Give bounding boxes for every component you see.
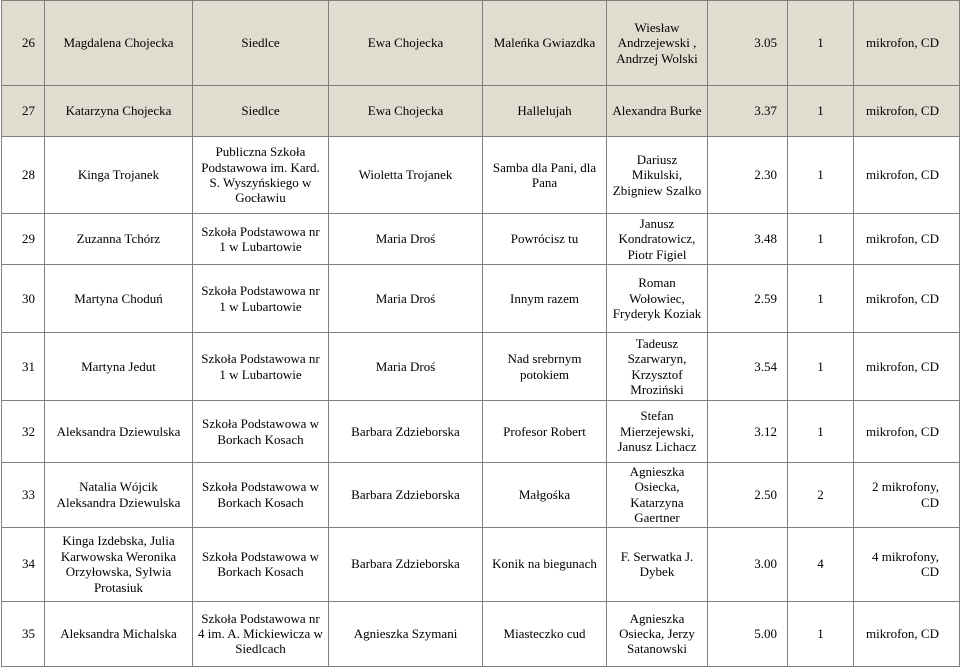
song-title: Innym razem <box>483 265 607 333</box>
song-authors: Roman Wołowiec, Fryderyk Koziak <box>607 265 708 333</box>
school-name: Szkoła Podstawowa w Borkach Kosach <box>193 463 329 528</box>
mic-count: 1 <box>788 333 854 401</box>
table-row <box>2 601 960 666</box>
song-authors: Tadeusz Szarwaryn, Krzysztof Mroziński <box>607 333 708 401</box>
song-authors: Janusz Kondratowicz, Piotr Figiel <box>607 214 708 265</box>
song-title: Powrócisz tu <box>483 214 607 265</box>
mic-count: 2 <box>788 463 854 528</box>
song-title: Miasteczko cud <box>483 601 607 666</box>
song-duration: 3.54 <box>708 333 788 401</box>
song-duration: 3.05 <box>708 1 788 86</box>
song-title: Hallelujah <box>483 86 607 137</box>
school-name: Szkoła Podstawowa nr 1 w Lubartowie <box>193 333 329 401</box>
school-name: Siedlce <box>193 86 329 137</box>
table-row <box>2 527 960 601</box>
mic-count: 1 <box>788 137 854 214</box>
song-authors: F. Serwatka J. Dybek <box>607 527 708 601</box>
row-number: 34 <box>2 527 45 601</box>
performer-name: Magdalena Chojecka <box>45 1 193 86</box>
table-row <box>2 333 960 401</box>
equipment: 2 mikrofony, CD <box>854 463 960 528</box>
song-duration: 3.48 <box>708 214 788 265</box>
teacher-name: Agnieszka Szymani <box>329 601 483 666</box>
song-authors: Dariusz Mikulski, Zbigniew Szalko <box>607 137 708 214</box>
equipment: mikrofon, CD <box>854 1 960 86</box>
table-row <box>2 1 960 86</box>
teacher-name: Ewa Chojecka <box>329 1 483 86</box>
equipment: mikrofon, CD <box>854 333 960 401</box>
song-duration: 3.37 <box>708 86 788 137</box>
teacher-name: Maria Droś <box>329 333 483 401</box>
mic-count: 1 <box>788 265 854 333</box>
mic-count: 1 <box>788 86 854 137</box>
performer-name: Katarzyna Chojecka <box>45 86 193 137</box>
table-row <box>2 463 960 528</box>
mic-count: 4 <box>788 527 854 601</box>
song-title: Maleńka Gwiazdka <box>483 1 607 86</box>
row-number: 31 <box>2 333 45 401</box>
song-authors: Wiesław Andrzejewski , Andrzej Wolski <box>607 1 708 86</box>
performer-name: Natalia Wójcik Aleksandra Dziewulska <box>45 463 193 528</box>
equipment: mikrofon, CD <box>854 601 960 666</box>
song-title: Nad srebrnym potokiem <box>483 333 607 401</box>
performers-table <box>1 0 960 667</box>
equipment: mikrofon, CD <box>854 401 960 463</box>
performer-name: Martyna Choduń <box>45 265 193 333</box>
song-duration: 5.00 <box>708 601 788 666</box>
row-number: 26 <box>2 1 45 86</box>
equipment: mikrofon, CD <box>854 137 960 214</box>
table-row <box>2 86 960 137</box>
school-name: Siedlce <box>193 1 329 86</box>
song-duration: 3.00 <box>708 527 788 601</box>
song-duration: 2.30 <box>708 137 788 214</box>
school-name: Publiczna Szkoła Podstawowa im. Kard. S. Wyszyńskiego w Gocławiu <box>193 137 329 214</box>
row-number: 30 <box>2 265 45 333</box>
mic-count: 1 <box>788 401 854 463</box>
song-authors: Stefan Mierzejewski, Janusz Lichacz <box>607 401 708 463</box>
song-authors: Agnieszka Osiecka, Katarzyna Gaertner <box>607 463 708 528</box>
table-row <box>2 401 960 463</box>
performer-name: Martyna Jedut <box>45 333 193 401</box>
performer-name: Kinga Trojanek <box>45 137 193 214</box>
teacher-name: Wioletta Trojanek <box>329 137 483 214</box>
school-name: Szkoła Podstawowa nr 4 im. A. Mickiewicza w Siedlcach <box>193 601 329 666</box>
school-name: Szkoła Podstawowa w Borkach Kosach <box>193 401 329 463</box>
song-title: Konik na biegunach <box>483 527 607 601</box>
teacher-name: Barbara Zdzieborska <box>329 401 483 463</box>
mic-count: 1 <box>788 1 854 86</box>
row-number: 27 <box>2 86 45 137</box>
song-duration: 3.12 <box>708 401 788 463</box>
equipment: 4 mikrofony, CD <box>854 527 960 601</box>
song-duration: 2.50 <box>708 463 788 528</box>
performer-name: Aleksandra Michalska <box>45 601 193 666</box>
performer-name: Kinga Izdebska, Julia Karwowska Weronika Orzyłowska, Sylwia Protasiuk <box>45 527 193 601</box>
song-authors: Agnieszka Osiecka, Jerzy Satanowski <box>607 601 708 666</box>
teacher-name: Ewa Chojecka <box>329 86 483 137</box>
performer-name: Zuzanna Tchórz <box>45 214 193 265</box>
mic-count: 1 <box>788 601 854 666</box>
table-row <box>2 214 960 265</box>
teacher-name: Barbara Zdzieborska <box>329 463 483 528</box>
teacher-name: Barbara Zdzieborska <box>329 527 483 601</box>
row-number: 33 <box>2 463 45 528</box>
row-number: 35 <box>2 601 45 666</box>
row-number: 28 <box>2 137 45 214</box>
song-authors: Alexandra Burke <box>607 86 708 137</box>
song-duration: 2.59 <box>708 265 788 333</box>
school-name: Szkoła Podstawowa nr 1 w Lubartowie <box>193 214 329 265</box>
song-title: Profesor Robert <box>483 401 607 463</box>
performer-name: Aleksandra Dziewulska <box>45 401 193 463</box>
equipment: mikrofon, CD <box>854 265 960 333</box>
mic-count: 1 <box>788 214 854 265</box>
equipment: mikrofon, CD <box>854 86 960 137</box>
teacher-name: Maria Droś <box>329 214 483 265</box>
school-name: Szkoła Podstawowa w Borkach Kosach <box>193 527 329 601</box>
row-number: 32 <box>2 401 45 463</box>
equipment: mikrofon, CD <box>854 214 960 265</box>
song-title: Małgośka <box>483 463 607 528</box>
school-name: Szkoła Podstawowa nr 1 w Lubartowie <box>193 265 329 333</box>
table-row <box>2 137 960 214</box>
teacher-name: Maria Droś <box>329 265 483 333</box>
table-row <box>2 265 960 333</box>
song-title: Samba dla Pani, dla Pana <box>483 137 607 214</box>
row-number: 29 <box>2 214 45 265</box>
